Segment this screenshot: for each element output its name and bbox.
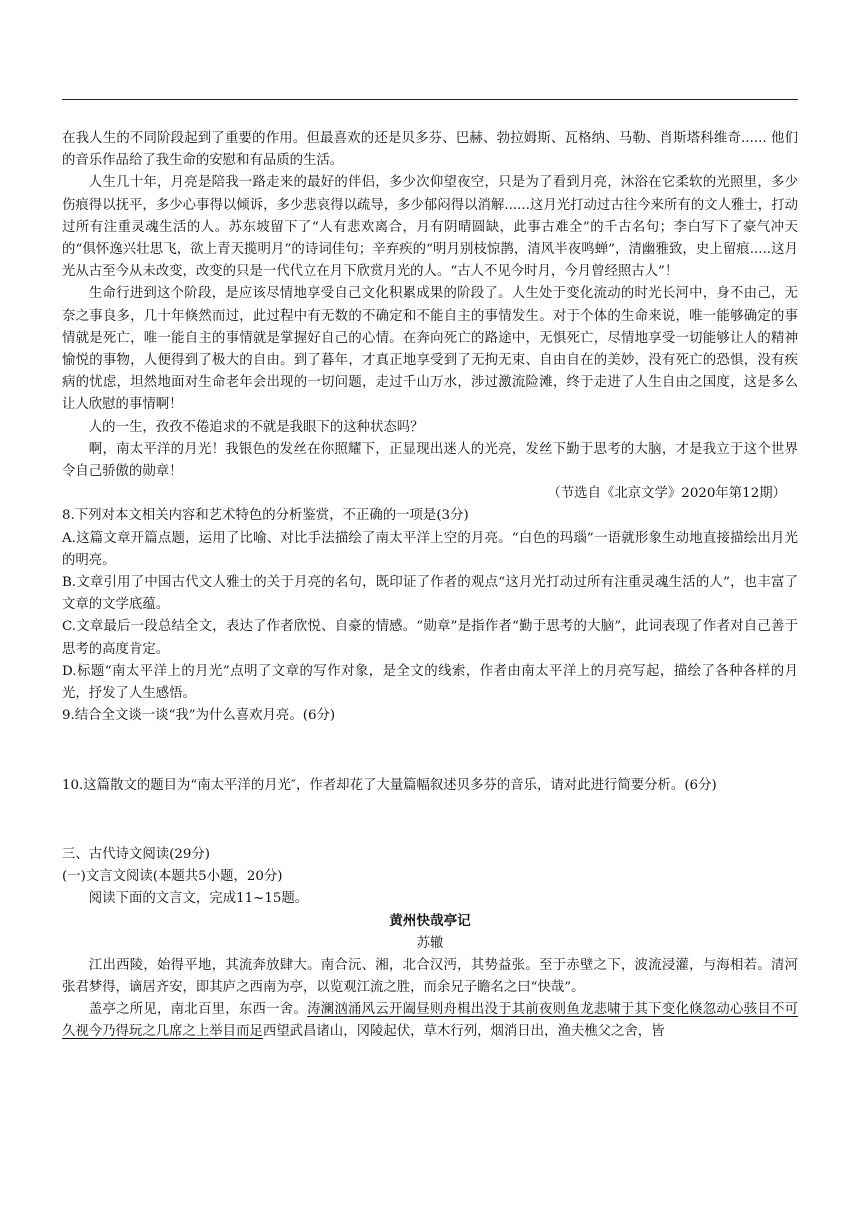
passage-paragraph: 啊，南太平洋的月光！我银色的发丝在你照耀下，正显现出迷人的光亮，发丝下勤于思考的大脑，才是我立于这个世界令自己骄傲的勋章！	[62, 441, 798, 480]
classical-paragraph	[62, 999, 798, 1043]
classical-text: 盖亭之所见，南北百里，东西一舍。	[88, 1002, 308, 1018]
question-8: 8.下列对本文相关内容和艺术特色的分析鉴赏，不正确的一项是(3分)	[62, 508, 469, 524]
question-9: 9.结合全文谈一谈“我”为什么喜欢月亮。(6分)	[62, 708, 336, 724]
classical-text-title: 黄州快哉亭记	[389, 913, 471, 930]
reading-instruction: 阅读下面的文言文，完成11~15题。	[88, 891, 309, 907]
page-content	[62, 128, 798, 1044]
passage-source: （节选自《北京文学》2020年第12期）	[547, 486, 786, 502]
passage-paragraph: 生命行进到这个阶段，是应该尽情地享受自己文化积累成果的阶段了。人生处于变化流动的时光长河中，身不由己，无奈之事良多，几十年倏然而过，此过程中有无数的不确定和不能自主的事情发生。对于个体的生命来说，唯一能够确定的事情就是死亡，唯一能自主的事情就是掌握好自己的心情。在奔向死亡的路途中，无惧死亡，尽情地享受一切能够让人的精神愉悦的事物，人便得到了极大的自由。到了暮年，才真正地享受到了无拘无束、自由自在的美妙，没有死亡的恐惧，没有疾病的忧虑，坦然地面对生命老年会出现的一切问题，走过千山万水，涉过激流险滩，终于走进了人生自由之国度，这是多么让人欣慰的事情啊！	[62, 286, 798, 413]
passage-paragraph: 人生几十年，月亮是陪我一路走来的最好的伴侣，多少次仰望夜空，只是为了看到月亮，沐浴在它柔软的光照里，多少伤痕得以抚平，多少心事得以倾诉，多少悲哀得以疏导，多少郁闷得以消解......这月光打动过古往今来所有的文人雅士，打动过所有注重灵魂生活的人。苏东坡留下了“人有悲欢离合，月有阴晴圆缺，此事古难全”的千古名句；李白写下了豪气冲天的“俱怀逸兴壮思飞，欲上青天揽明月”的诗词佳句；辛弃疾的“明月别枝惊鹊，清风半夜鸣蝉”，清幽雅致，史上留痕.....这月光从古至今从未改变，改变的只是一代代立在月下欣赏月光的人。“古人不见今时月，今月曾经照古人”！	[62, 175, 798, 280]
option-d: D.标题“南太平洋上的月光”点明了文章的写作对象，是全文的线索，作者由南太平洋上的月亮写起，描绘了各种各样的月光，抒发了人生感悟。	[62, 663, 798, 702]
classical-paragraph: 江出西陵，始得平地，其流奔放肆大。南合沅、湘，北合汉沔，其势益张。至于赤壁之下，波流浸灌，与海相若。清河张君梦得，谪居齐安，即其庐之西南为亭，以览观江流之胜，而余兄子瞻名之曰“快哉”。	[62, 957, 798, 995]
option-b: B.文章引用了中国古代文人雅士的关于月亮的名句，既印证了作者的观点“这月光打动过所有注重灵魂生活的人”，也丰富了文章的文学底蕴。	[62, 575, 798, 613]
option-c: C.文章最后一段总结全文，表达了作者欣悦、自豪的情感。“勋章”是指作者“勤于思考的大脑”，此词表现了作者对自己善于思考的高度肯定。	[62, 619, 798, 657]
classical-text-author: 苏辙	[416, 935, 444, 951]
option-a: A.这篇文章开篇点题，运用了比喻、对比手法描绘了南太平洋上空的月亮。“白色的玛瑙”一语就形象生动地直接描绘出月光的明亮。	[62, 530, 798, 568]
subsection-heading: (一)文言文阅读(本题共5小题，20分)	[62, 868, 283, 884]
answer-space-10	[62, 798, 798, 844]
section-heading: 三、古代诗文阅读(29分)	[62, 846, 211, 862]
header-rule	[62, 99, 798, 100]
underlined-sentence: 涛澜汹涌风云开阖昼则舟楫出没于其前夜则鱼龙悲啸于其下变化倏忽动心骇目不可久视今乃得玩之几席之上举目而足	[62, 1002, 799, 1040]
passage-paragraph: 在我人生的不同阶段起到了重要的作用。但最喜欢的还是贝多芬、巴赫、勃拉姆斯、瓦格纳、马勒、肖斯塔科维奇...... 他们的音乐作品给了我生命的安慰和有品质的生活。	[62, 131, 798, 169]
passage-paragraph: 人的一生，孜孜不倦追求的不就是我眼下的这种状态吗？	[88, 419, 424, 435]
classical-text: 西望武昌诸山，冈陵起伏，草木行列，烟消日出，渔夫樵父之舍，皆	[262, 1024, 665, 1040]
question-10: 10.这篇散文的题目为“南太平洋的月光″，作者却花了大量篇幅叙述贝多芬的音乐，请对此进行简要分析。(6分)	[62, 778, 717, 794]
answer-space-9	[62, 727, 798, 775]
